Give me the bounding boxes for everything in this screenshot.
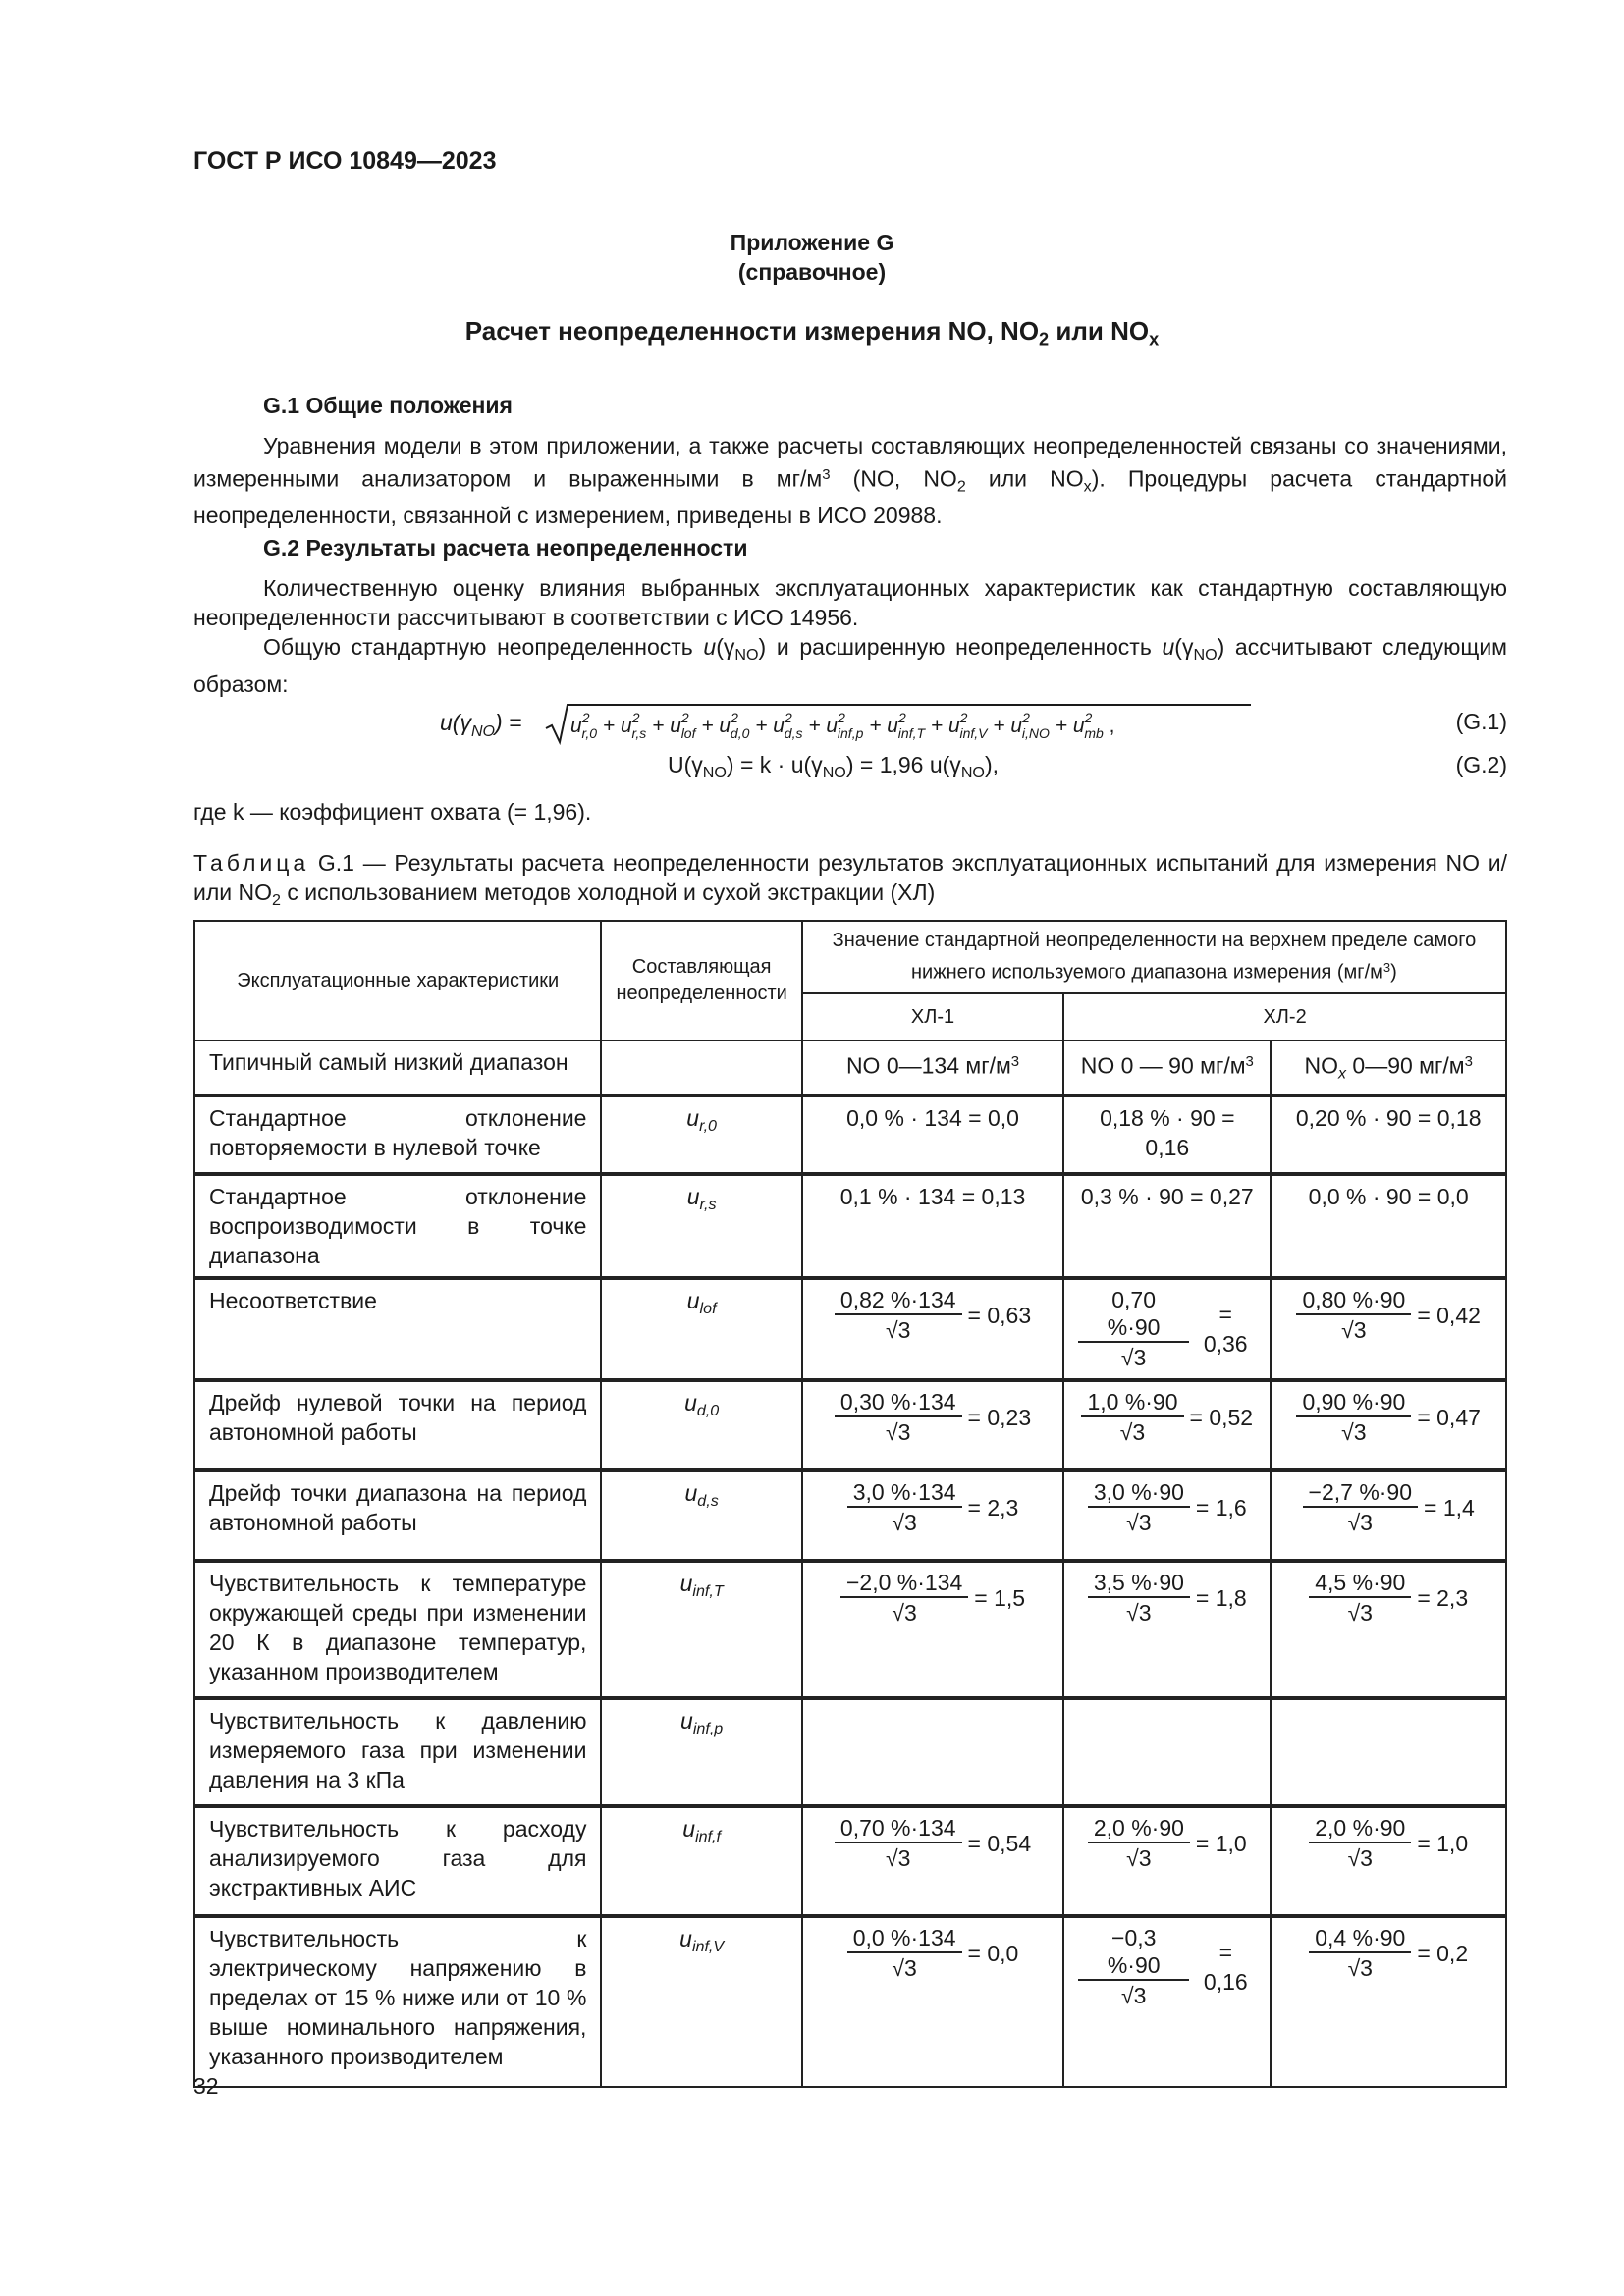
fraction [1309,1924,1468,1983]
value-cell [1063,1806,1271,1916]
fraction [1081,1388,1253,1447]
fraction-numerator: 0,30 %·134 [835,1388,962,1417]
fraction-numerator: 0,70 %·134 [835,1814,962,1843]
appendix-title: Приложение G [730,230,894,255]
superscript: 3 [1382,960,1391,976]
fraction-denominator: √3 [1126,1510,1152,1536]
fraction-body [1309,1924,1411,1983]
fraction-numerator: 0,82 %·134 [835,1286,962,1315]
fraction-numerator: 0,90 %·90 [1296,1388,1411,1417]
component-subscript: r,0 [699,1117,717,1136]
fraction-result: = 1,0 [1195,1831,1247,1857]
paragraph: Количественную оценку влияния выбранных эксплуатационных характеристик как стандартную составляющую неопределенности рассчитывают в соответствии с ИСО 14956. [193,575,1507,630]
caption-text: с использованием методов холодной и сухой экстракции (ХЛ) [280,880,936,905]
fraction-denominator: √3 [1347,1955,1373,1982]
table-caption [193,848,1507,915]
component-subscript: inf,V [691,1938,725,1956]
fraction-numerator: 3,0 %·134 [847,1478,962,1508]
fraction-denominator: √3 [1347,1845,1373,1872]
fraction [1088,1569,1247,1628]
fraction-body [1078,1924,1189,2010]
fraction-numerator: 1,0 %·90 [1081,1388,1183,1417]
fraction-body [840,1569,968,1628]
paragraph [193,431,1507,530]
fraction-result: = 1,6 [1195,1495,1247,1522]
value-cell-empty [1063,1698,1271,1806]
table-row [194,1380,1506,1470]
value-cell [1271,1916,1506,2087]
fraction-body [1088,1569,1190,1628]
range-text: NO [1304,1052,1338,1079]
equation-g1-number: (G.1) [1455,709,1507,734]
fraction-denominator: √3 [1126,1600,1152,1627]
uncertainty-component [601,1806,801,1916]
component-symbol: u [686,1105,700,1132]
value-cell: 0,0 % · 134 = 0,0 [802,1095,1063,1174]
fraction [1303,1478,1475,1537]
equation-g1 [440,699,1265,752]
coverage-factor-note: где k — коэффициент охвата (= 1,96). [193,799,592,825]
table-header-row [194,921,1506,993]
section-g2-heading: G.2 Результаты расчета неопределенности [263,535,748,561]
component-subscript: inf,p [692,1720,724,1738]
component-symbol: u [679,1571,693,1597]
component-symbol: u [680,1708,693,1735]
section-g2-text [193,573,1507,699]
fraction-body [1088,1478,1190,1537]
characteristic-label: Дрейф точки диапазона на период автономной работы [194,1470,601,1561]
fraction-denominator: √3 [892,1600,917,1627]
fraction-result: = 0,47 [1417,1405,1481,1431]
uncertainty-table [193,920,1507,2088]
value-cell [1271,1380,1506,1470]
table-row [194,1806,1506,1916]
fraction [840,1569,1025,1628]
component-subscript: d,s [697,1492,719,1511]
text-run: ) и расширенную неопределенность [758,634,1163,660]
fraction-numerator: 3,0 %·90 [1088,1478,1190,1508]
fraction-body [1078,1286,1189,1372]
fraction [1296,1388,1480,1447]
svg-text:u(γNO) =: $u(\gamma_{NO})$ = [440,710,522,740]
equation-part: ), [984,752,1000,777]
table-row [194,1174,1506,1278]
fraction [1309,1814,1468,1873]
fraction-body [1088,1814,1190,1873]
table-row [194,1095,1506,1174]
appendix-heading [0,228,1624,287]
value-cell [1063,1380,1271,1470]
subscript: x [1083,477,1092,496]
subheader-xl1: ХЛ-1 [802,993,1063,1041]
range-text: NO 0 — 90 мг/м [1080,1052,1246,1079]
characteristic-label: Чувствительность к электрическому напряжению в пределах от 15 % ниже или от 10 % выше номинального напряжения, указанного производителем [194,1916,601,2087]
fraction-denominator: √3 [886,1845,911,1872]
page-number: 32 [193,2073,219,2099]
symbol: u [703,634,717,660]
fraction-numerator: −2,7 %·90 [1303,1478,1419,1508]
characteristic-label: Дрейф нулевой точки на период автономной работы [194,1380,601,1470]
value-cell [1271,1278,1506,1380]
component-symbol: u [686,1184,700,1210]
subscript: x [1337,1064,1347,1083]
fraction-result: = 2,3 [967,1495,1019,1522]
component-symbol: u [679,1926,692,1952]
fraction [1296,1286,1480,1345]
fraction-result: = 0,63 [967,1303,1032,1329]
range-text: 0—90 мг/м [1346,1052,1465,1079]
value-cell [802,1278,1063,1380]
fraction-denominator: √3 [1341,1419,1367,1446]
value-cell [1271,1806,1506,1916]
uncertainty-component [601,1174,801,1278]
value-cell: 0,1 % · 134 = 0,13 [802,1174,1063,1278]
subscript: NO [702,763,727,781]
text-run: (NO, NO [830,465,957,492]
fraction-body [847,1924,962,1983]
fraction-denominator: √3 [1347,1600,1373,1627]
subscript: 2 [272,890,281,909]
component-subscript: inf,T [692,1582,724,1601]
component-symbol: u [686,1288,700,1314]
fraction-denominator: √3 [1121,1983,1147,2009]
characteristic-label: Чувствительность к расходу анализируемого газа для экстрактивных АИС [194,1806,601,1916]
value-cell: 0,18 % · 90 = 0,16 [1063,1095,1271,1174]
symbol: u [1162,634,1175,660]
fraction-denominator: √3 [1119,1419,1146,1446]
characteristic-label: Стандартное отклонение повторяемости в нулевой точке [194,1095,601,1174]
equation-part: ) = k · u(γ [726,752,823,777]
title-part: Расчет неопределенности измерения NO, NO [464,316,1040,346]
header-component: Составляющая неопределенности [601,921,801,1041]
value-cell [802,1561,1063,1698]
caption-text: G.1 — Результаты расчета неопределенности результатов эксплуатационных испытаний для измерения NO и/или NO [193,850,1507,905]
value-cell [1063,1470,1271,1561]
value-cell [1063,1916,1271,2087]
value-cell [802,1916,1063,2087]
fraction-numerator: −2,0 %·134 [840,1569,968,1598]
fraction [1309,1569,1468,1628]
header-value-text: Значение стандартной неопределенности на верхнем пределе самого нижнего используемого диапазона измерения (мг/м [832,930,1477,984]
subscript: NO [1193,645,1218,664]
fraction-body [1081,1388,1183,1447]
characteristic-label: Несоответствие [194,1278,601,1380]
fraction-numerator: 2,0 %·90 [1088,1814,1190,1843]
fraction-denominator: √3 [886,1317,911,1344]
fraction-result: = 1,5 [974,1585,1026,1612]
document-code-header: ГОСТ Р ИСО 10849—2023 [193,147,497,175]
fraction [835,1814,1031,1873]
subscript: NO [822,763,846,781]
range-xl2-no [1063,1041,1271,1095]
uncertainty-component [601,1698,801,1806]
component-subscript: r,s [699,1196,717,1214]
table-row [194,1698,1506,1806]
uncertainty-component [601,1278,801,1380]
fraction-body [1296,1388,1411,1447]
text-run: или NO [965,465,1084,492]
value-cell [1063,1561,1271,1698]
fraction [835,1388,1031,1447]
text-run: Общую стандартную неопределенность [263,634,704,660]
svg-text:u2r,0 + u2r,s + u2lof + u2d,0: $u^2$ $r,0 + u^2$ $r,s + u^2$ lof + $u^2$ $d,0 + u^2$ $d,s + u^2$ $inf,p + u^2$ $inf,T + u^2$ $inf,V + u^2$ $i,NO + u^2$ mb , [570,710,1115,741]
fraction-numerator: 4,5 %·90 [1309,1569,1411,1598]
superscript: 3 [1245,1053,1254,1070]
fraction-denominator: √3 [1120,1345,1147,1371]
range-text: NO 0—134 мг/м [845,1052,1011,1079]
text-run: Уравнения модели в этом приложении, а также расчеты составляющих неопределенностей связаны со значениями, измеренными анализатором и выраженными в мг/м [193,433,1507,492]
equation-part: U(γ [668,752,703,777]
fraction [835,1286,1031,1345]
fraction-body [1309,1569,1411,1628]
fraction-result: = 0,16 [1203,1940,1248,1996]
text-run: (γ [1174,634,1194,660]
table-body [194,1095,1506,2087]
value-cell [1271,1470,1506,1561]
value-cell [802,1470,1063,1561]
text-run: ) ассчитывают следующим образом: [193,634,1507,697]
fraction-result: = 0,2 [1417,1941,1469,1967]
text-run: (γ [716,634,735,660]
equation-g1-formula [440,699,1265,746]
fraction-denominator: √3 [886,1419,911,1446]
fraction-body [835,1814,962,1873]
title-part: или NO [1049,316,1150,346]
range-xl2-nox [1271,1041,1506,1095]
uncertainty-component [601,1095,801,1174]
table-row [194,1916,1506,2087]
fraction-result: = 2,3 [1417,1585,1469,1612]
component-subscript: d,0 [696,1402,720,1420]
fraction-denominator: √3 [892,1510,917,1536]
fraction-numerator: 2,0 %·90 [1309,1814,1411,1843]
section-g1-heading: G.1 Общие положения [263,393,513,418]
component-subscript: lof [699,1300,717,1318]
fraction-body [835,1286,962,1345]
characteristic-label: Чувствительность к давлению измеряемого газа при изменении давления на 3 кПа [194,1698,601,1806]
characteristic-label: Стандартное отклонение воспроизводимости в точке диапазона [194,1174,601,1278]
fraction-denominator: √3 [1341,1317,1367,1344]
fraction-numerator: 0,70 %·90 [1078,1286,1189,1343]
header-value-text: ) [1390,961,1397,984]
superscript: 3 [822,466,831,483]
uncertainty-component [601,1470,801,1561]
fraction-result: = 1,8 [1195,1585,1247,1612]
subscript: 2 [956,477,966,496]
fraction-numerator: 0,0 %·134 [847,1924,962,1953]
fraction-numerator: 0,80 %·90 [1296,1286,1411,1315]
table-row [194,1561,1506,1698]
value-cell: 0,3 % · 90 = 0,27 [1063,1174,1271,1278]
fraction-denominator: √3 [892,1955,917,1982]
paragraph [193,632,1507,699]
fraction-body [835,1388,962,1447]
table-row [194,1278,1506,1380]
table-row-range [194,1041,1506,1095]
component-symbol: u [682,1816,696,1842]
value-cell [1063,1278,1271,1380]
subheader-xl2: ХЛ-2 [1063,993,1506,1041]
fraction-body [1303,1478,1419,1537]
value-cell [1271,1561,1506,1698]
fraction-body [847,1478,962,1537]
superscript: 3 [1010,1053,1020,1070]
fraction-body [1309,1814,1411,1873]
fraction-body [1296,1286,1411,1345]
fraction-numerator: 0,4 %·90 [1309,1924,1411,1953]
fraction [1078,1286,1256,1372]
value-cell: 0,20 % · 90 = 0,18 [1271,1095,1506,1174]
header-characteristics: Эксплуатационные характеристики [194,921,601,1041]
value-cell [802,1806,1063,1916]
fraction-result: = 0,42 [1417,1303,1481,1329]
range-empty [601,1041,801,1095]
value-cell-empty [802,1698,1063,1806]
superscript: 3 [1464,1053,1473,1070]
equation-g2-number: (G.2) [1455,752,1507,777]
fraction-denominator: √3 [1126,1845,1152,1872]
title-subscript: x [1149,329,1160,349]
fraction-result: = 0,52 [1189,1405,1254,1431]
equation-part: ) = 1,96 u(γ [845,752,961,777]
appendix-main-title [0,316,1624,349]
fraction-numerator: 3,5 %·90 [1088,1569,1190,1598]
table-row [194,1470,1506,1561]
fraction [847,1924,1019,1983]
fraction [847,1478,1019,1537]
uncertainty-component [601,1916,801,2087]
title-subscript: 2 [1039,329,1050,349]
subscript: NO [734,645,759,664]
value-cell: 0,0 % · 90 = 0,0 [1271,1174,1506,1278]
characteristic-label: Чувствительность к температуре окружающей среды при изменении 20 К в диапазоне температур, указанном производителем [194,1561,601,1698]
fraction-numerator: −0,3 %·90 [1078,1924,1189,1981]
appendix-subtitle: (справочное) [737,259,887,285]
text-run: ). Процедуры расчета стандартной неопределенности, связанной с измерением, приведены в ИСО 20988. [193,465,1507,529]
fraction-denominator: √3 [1347,1510,1373,1536]
value-cell [802,1380,1063,1470]
fraction [1078,1924,1256,2010]
component-symbol: u [684,1480,698,1507]
fraction-result: = 1,0 [1417,1831,1469,1857]
fraction-result: = 1,4 [1424,1495,1475,1522]
fraction-result: = 0,23 [967,1405,1032,1431]
uncertainty-component [601,1561,801,1698]
range-label: Типичный самый низкий диапазон [194,1041,601,1095]
component-subscript: inf,f [695,1828,722,1846]
subscript: NO [960,763,985,781]
fraction [1088,1478,1247,1537]
range-xl1 [802,1041,1063,1095]
header-value [802,921,1506,993]
value-cell-empty [1271,1698,1506,1806]
fraction-result: = 0,54 [967,1831,1032,1857]
equation-g2 [668,752,999,782]
component-symbol: u [684,1390,697,1416]
fraction-result: = 0,0 [967,1941,1019,1967]
fraction [1088,1814,1247,1873]
caption-lead: Таблица [193,850,310,876]
fraction-result: = 0,36 [1203,1302,1248,1358]
section-g1-text [193,431,1507,530]
uncertainty-component [601,1380,801,1470]
